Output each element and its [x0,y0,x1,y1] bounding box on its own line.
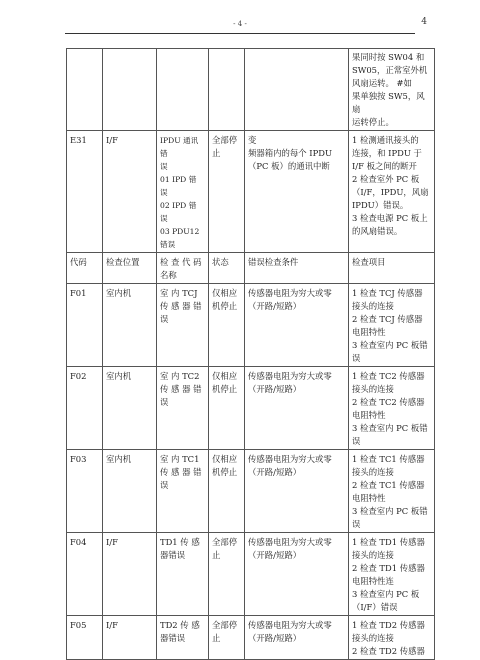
table-row [67,284,435,367]
cell-state: 仅相应 机停止 [209,284,245,367]
cell-state: 仅相应 机停止 [209,367,245,450]
page-number-right: 4 [421,17,427,27]
cell-location: I/F [103,131,157,253]
cell-check: 1 检查 TD1 传感器 接头的连接 2 检查 TD1 传感器 电阻特性连 3 检查室内 PC 板 （I/F）错误 [349,533,435,616]
cell-state: 全部停 止 [209,533,245,616]
table-row [67,131,435,253]
cell-check: 1 检查 TD2 传感器 接头的连接 2 检查 TD2 传感器 [349,616,435,660]
table-header-row [67,253,435,284]
cell-name: 室 内 TC1 传 感 器 错 误 [157,450,209,533]
cell-check: 1 检查 TC1 传感器 接头的连接 2 检查 TC1 传感器 电阻特性 3 检查室内 PC 板错 误 [349,450,435,533]
cell-location [103,49,157,131]
cell-code: E31 [67,131,103,253]
column-header: 检 查 代 码 名称 [157,253,209,284]
page-header [65,17,427,34]
cell-location: 室内机 [103,450,157,533]
cell-state: 全部停 止 [209,616,245,660]
cell-code: F05 [67,616,103,660]
cell-condition [245,49,349,131]
cell-name: TD1 传 感 器错误 [157,533,209,616]
cell-condition: 变 频器箱内的每个 IPDU （PC 板）的通讯中断 [245,131,349,253]
cell-location: I/F [103,533,157,616]
cell-check: 1 检查 TCJ 传感器 接头的连接 2 检查 TCJ 传感器 电阻特性 3 检查室内 PC 板错 误 [349,284,435,367]
cell-condition: 传感器电阻为穷大或零 （开路/短路） [245,616,349,660]
column-header: 状态 [209,253,245,284]
column-header: 错误检查条件 [245,253,349,284]
cell-code: F03 [67,450,103,533]
cell-condition: 传感器电阻为穷大或零 （开路/短路） [245,284,349,367]
cell-name: 室 内 TCJ 传 感 器 错 误 [157,284,209,367]
cell-name: 室 内 TC2 传 感 器 错 误 [157,367,209,450]
column-header: 检查位置 [103,253,157,284]
cell-name: IPDU 通讯错 误 01 IPD 错 误 02 IPD 错 误 03 PDU12 错误 [157,131,209,253]
page-number: - 4 - [233,20,247,28]
cell-check: 1 检查 TC2 传感器 接头的连接 2 检查 TC2 传感器 电阻特性 3 检查室内 PC 板错 误 [349,367,435,450]
cell-condition: 传感器电阻为穷大或零 （开路/短路） [245,450,349,533]
table-row [67,49,435,131]
cell-location: 室内机 [103,367,157,450]
cell-state [209,49,245,131]
cell-check: 果同时按 SW04 和 SW05，正常室外机 风扇运转。 #如 果单独按 SW5，风扇 运转停止。 [349,49,435,131]
cell-state: 仅相应 机停止 [209,450,245,533]
cell-code [67,49,103,131]
cell-check: 1 检测通讯接头的 连接，和 IPDU 于 I/F 板之间的断开 2 检查室外 PC 板 （I/F，IPDU，风扇 IPDU）错误。 3 检查电源 PC 板上 的风扇错误。 [349,131,435,253]
cell-state: 全部停 止 [209,131,245,253]
error-code-table [66,48,435,660]
table-row [67,616,435,660]
table-row [67,533,435,616]
cell-condition: 传感器电阻为穷大或零 （开路/短路） [245,533,349,616]
column-header: 检查项目 [349,253,435,284]
cell-location: I/F [103,616,157,660]
column-header: 代码 [67,253,103,284]
table-row [67,450,435,533]
cell-code: F04 [67,533,103,616]
cell-code: F01 [67,284,103,367]
table-row [67,367,435,450]
cell-code: F02 [67,367,103,450]
cell-name [157,49,209,131]
cell-condition: 传感器电阻为穷大或零 （开路/短路） [245,367,349,450]
cell-name: TD2 传 感 器错误 [157,616,209,660]
cell-location: 室内机 [103,284,157,367]
